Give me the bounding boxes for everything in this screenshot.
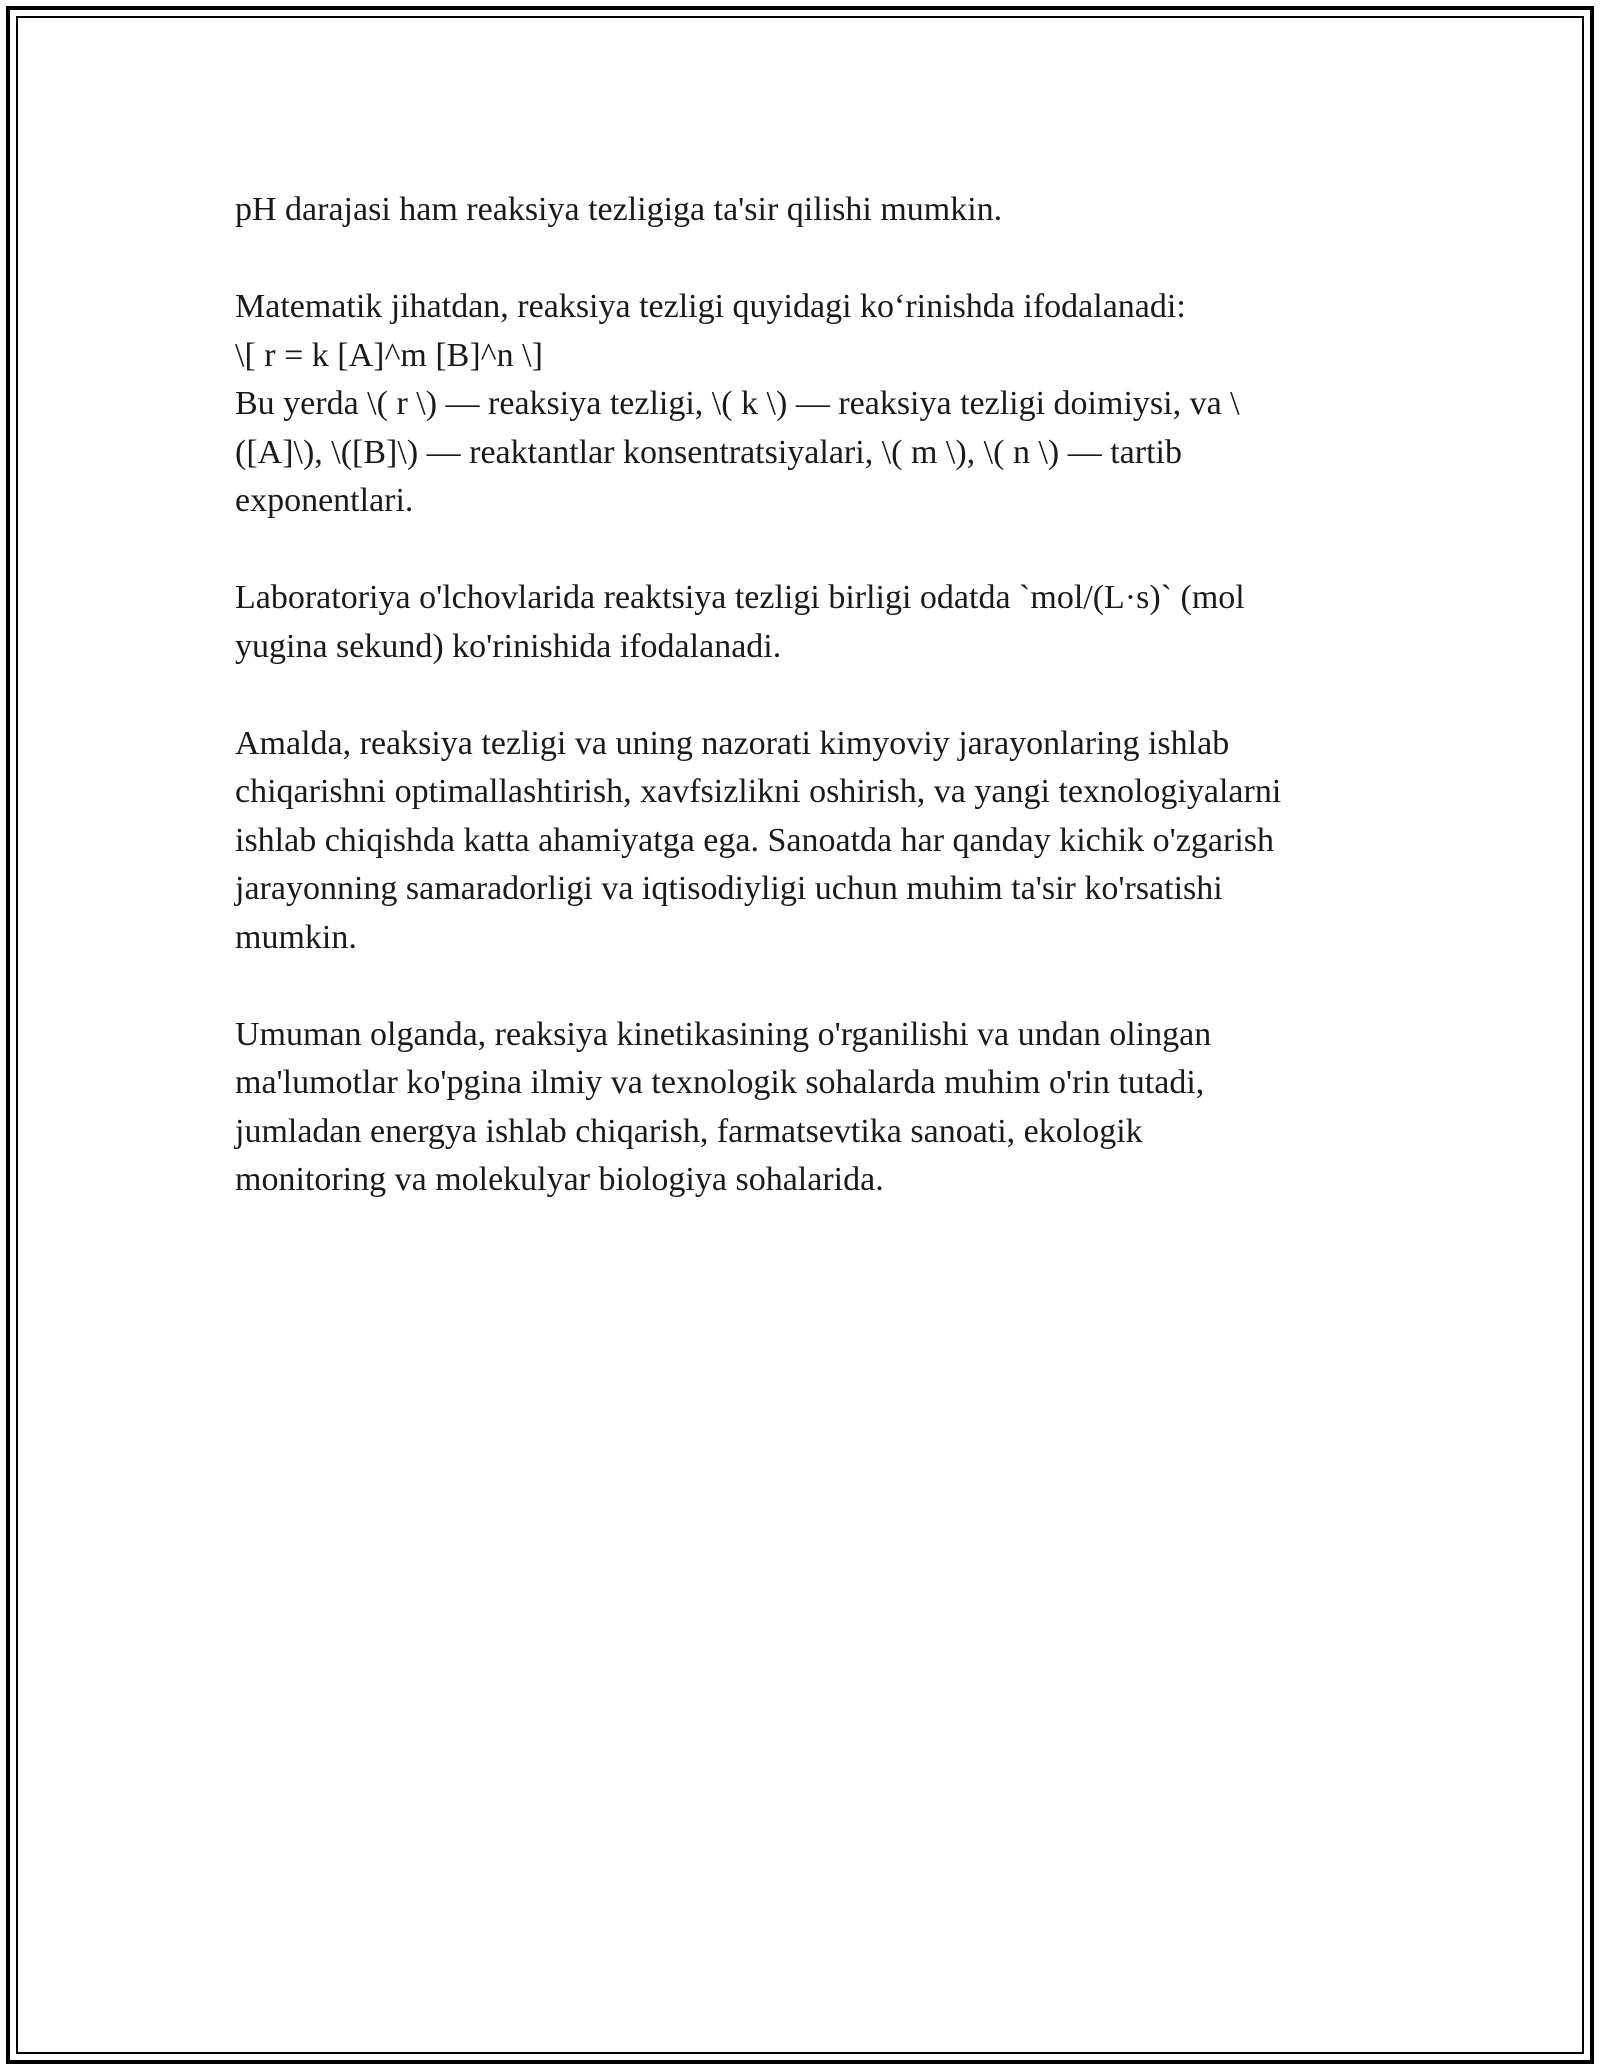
paragraph-rate-law bbox=[235, 283, 1385, 526]
paragraph-units bbox=[235, 574, 1385, 671]
rate-law-formula: \[ r = k [A]^m [B]^n \] bbox=[235, 336, 543, 374]
paragraph-ph-effect bbox=[235, 186, 1385, 235]
text-line: ([A]\), \([B]\) — reaktantlar konsentratsiyalari, \( m \), \( n \) — tartib bbox=[235, 433, 1182, 471]
text-line: ma'lumotlar ko'pgina ilmiy va texnologik sohalarda muhim o'rin tutadi, bbox=[235, 1064, 1205, 1101]
text-line: monitoring va molekulyar biologiya sohalarida. bbox=[235, 1161, 884, 1198]
text-line: jumladan energya ishlab chiqarish, farmatsevtika sanoati, ekologik bbox=[235, 1112, 1143, 1150]
text-line: yugina sekund) ko'rinishida ifodalanadi. bbox=[235, 627, 782, 665]
text-line: Umuman olganda, reaksiya kinetikasining o'rganilishi va undan olingan bbox=[235, 1015, 1212, 1053]
document-body bbox=[235, 186, 1385, 1253]
text-line: Matematik jihatdan, reaksiya tezligi quyidagi koʻrinishda ifodalanadi: bbox=[235, 288, 1186, 325]
text-line: Bu yerda \( r \) — reaksiya tezligi, \( k \) — reaksiya tezligi doimiysi, va \ bbox=[235, 385, 1240, 422]
text-line: exponentlari. bbox=[235, 482, 414, 519]
text-line: mumkin. bbox=[235, 918, 357, 956]
text-line: jarayonning samaradorligi va iqtisodiyligi uchun muhim ta'sir ko'rsatishi bbox=[235, 870, 1223, 907]
paragraph-practice bbox=[235, 720, 1385, 963]
text-line: pH darajasi ham reaksiya tezligiga ta'sir qilishi mumkin. bbox=[235, 191, 1003, 228]
text-line: ishlab chiqishda katta ahamiyatga ega. Sanoatda har qanday kichik o'zgarish bbox=[235, 821, 1274, 859]
text-line: Amalda, reaksiya tezligi va uning nazorati kimyoviy jarayonlaring ishlab bbox=[235, 724, 1230, 762]
paragraph-conclusion bbox=[235, 1011, 1385, 1205]
text-line: Laboratoriya o'lchovlarida reaktsiya tezligi birligi odatda `mol/(L·s)` (mol bbox=[235, 579, 1245, 616]
text-line: chiqarishni optimallashtirish, xavfsizlikni oshirish, va yangi texnologiyalarni bbox=[235, 773, 1282, 810]
